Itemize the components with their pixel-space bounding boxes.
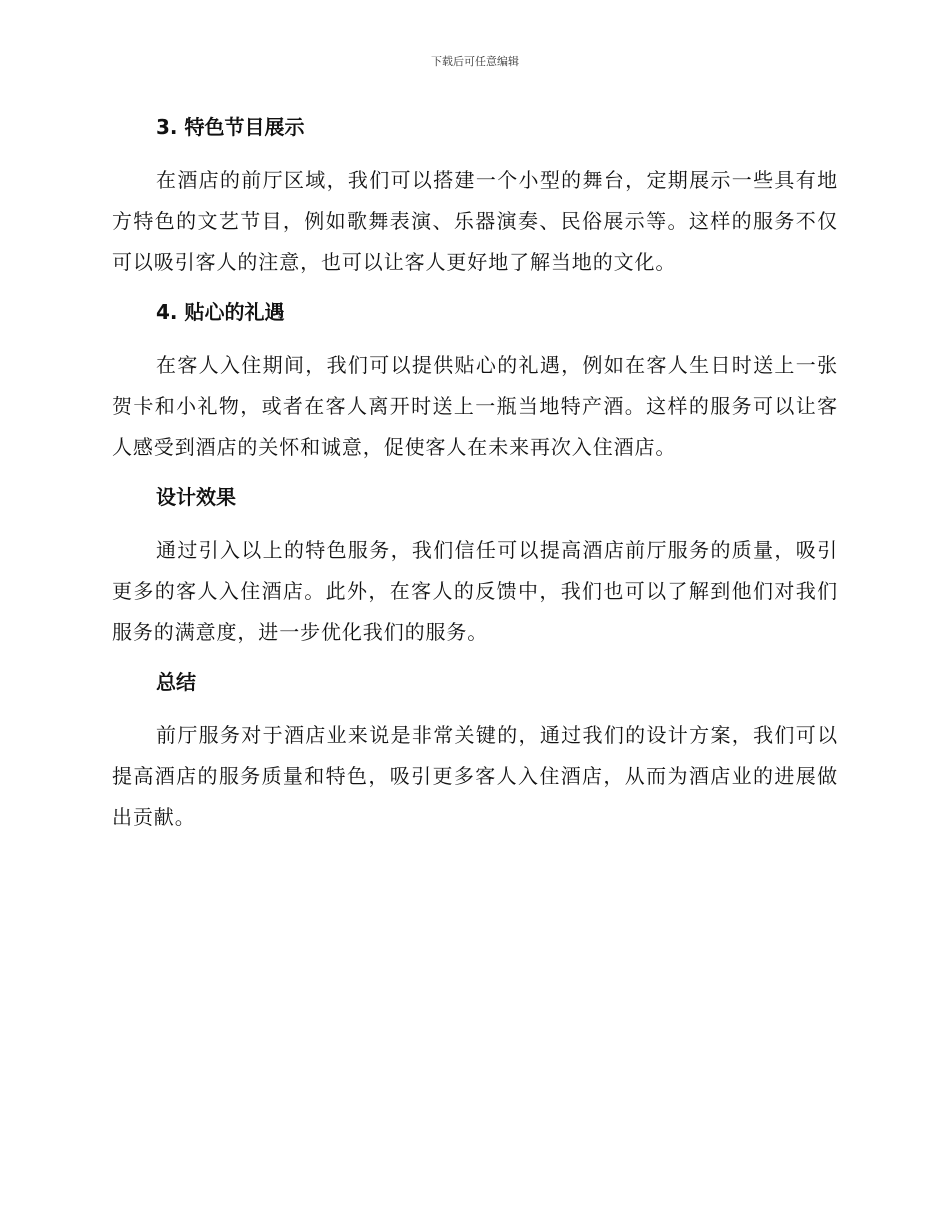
section-heading-featured-programs: 3. 特色节目展示 <box>156 115 305 139</box>
section-paragraph-courtesy: 在客人入住期间，我们可以提供贴心的礼遇，例如在客人生日时送上一张贺卡和小礼物，或者在客人离开时送上一瓶当地特产酒。这样的服务可以让客人感受到酒店的关怀和诚意，促使客人在未来再次入住酒店。 <box>112 353 838 459</box>
section-paragraph-summary: 前厅服务对于酒店业来说是非常关键的，通过我们的设计方案，我们可以提高酒店的服务质量和特色，吸引更多客人入住酒店，从而为酒店业的进展做出贡献。 <box>112 723 838 829</box>
page-header-note: 下载后可任意编辑 <box>431 55 519 68</box>
section-paragraph-featured-programs: 在酒店的前厅区域，我们可以搭建一个小型的舞台，定期展示一些具有地方特色的文艺节目，例如歌舞表演、乐器演奏、民俗展示等。这样的服务不仅可以吸引客人的注意，也可以让客人更好地了解当地的文化。 <box>112 168 838 274</box>
section-paragraph-design-effect: 通过引入以上的特色服务，我们信任可以提高酒店前厅服务的质量，吸引更多的客人入住酒店。此外，在客人的反馈中，我们也可以了解到他们对我们服务的满意度，进一步优化我们的服务。 <box>112 538 838 644</box>
section-heading-courtesy: 4. 贴心的礼遇 <box>156 300 285 324</box>
section-heading-summary: 总结 <box>156 670 196 694</box>
section-heading-design-effect: 设计效果 <box>156 485 236 509</box>
document-body <box>112 110 838 838</box>
